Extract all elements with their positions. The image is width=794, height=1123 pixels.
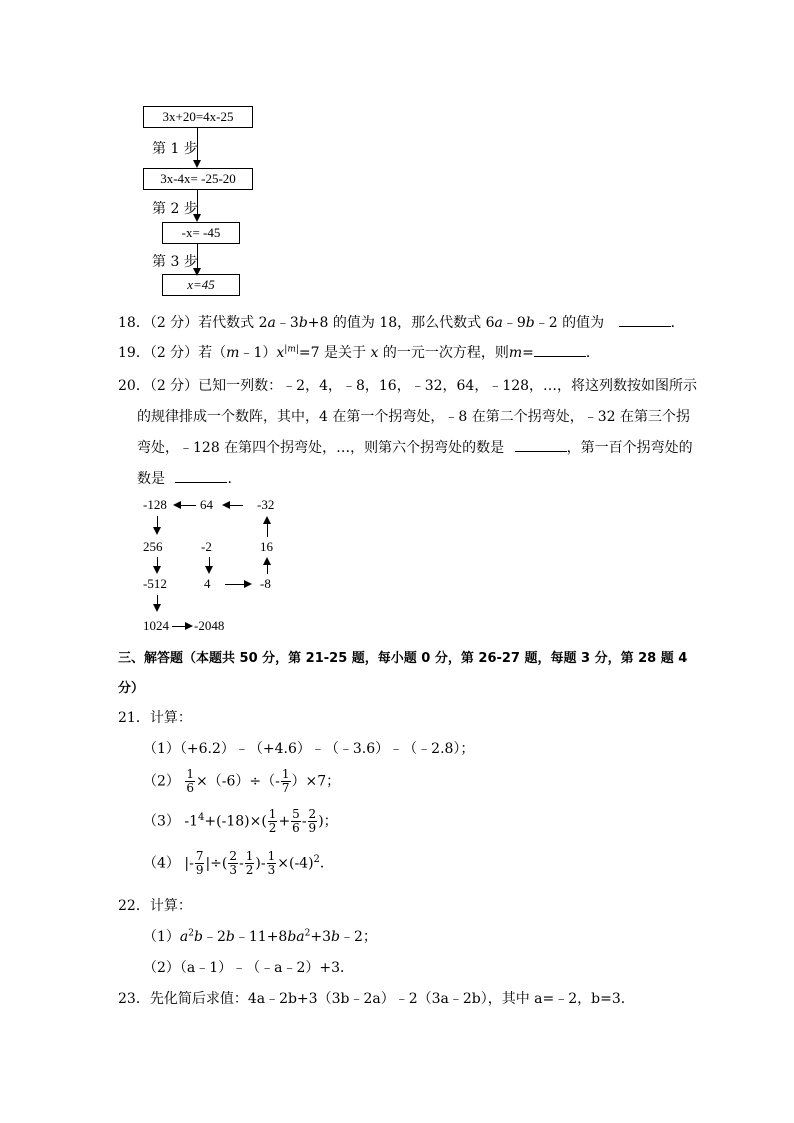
fraction: $\frac{7}{9}$ (195, 849, 204, 877)
q22-part-1: $(1)a^2b﹣2b﹣11+8ba^2+3b﹣2$； (143, 928, 377, 945)
q21-part-3-label: （3） (143, 813, 180, 830)
answer-blank[interactable] (515, 439, 567, 452)
arrow-down (153, 527, 161, 535)
question-18: 18．（2 分）若代数式 2a﹣3b+8 的值为 18，那么代数式 6a﹣9b﹣2 的值为 ． (118, 315, 685, 331)
q21-part-2: （2） $\frac{1}{6}$ ×（-6）÷（- $\frac{1}{7}$ ）×7； (143, 767, 341, 795)
q20-line-4 (137, 468, 241, 488)
fraction: $\frac{1}{3}$ (267, 849, 276, 877)
q22-title: 22．计算： (118, 898, 192, 914)
question-19: 19．（2 分）若$(m﹣1)x^{|m|}=7$ 是关于 x 的一元一次方程，则m= ． (118, 344, 600, 361)
q20-line-3a: 弯处，﹣128 在第四个拐弯处，…，则第六个拐弯处的数是 (137, 440, 505, 456)
matrix-value: 64 (200, 497, 213, 512)
matrix-value: -512 (143, 576, 167, 591)
answer-blank[interactable] (619, 314, 671, 327)
q21-title: 21．计算： (118, 710, 192, 726)
arrow-line (172, 626, 186, 627)
q18-text-a: 18．（2 分）若代数式 2 (118, 315, 268, 331)
q21-part-4: （4） |- $\frac{7}{9}$ |÷( $\frac{2}{3}$ - $\frac{1}{2}$ )- $\frac{1}{3}$ $\times(-4)^2$． (143, 849, 334, 877)
q20-end: ． (227, 471, 242, 487)
flow-step-1: 第 1 步 (152, 141, 198, 157)
q21-part-3: （3） $-1^4+(-18)\times$( $\frac{1}{2}$ + $\frac{5}{6}$ - $\frac{2}{9}$ )； (143, 807, 338, 835)
matrix-value: -128 (143, 497, 167, 512)
q20-line-3b: ，第一百个拐弯处的 (566, 440, 693, 456)
flow-arrowhead-1 (193, 160, 201, 168)
q22-part-2: （2）（a﹣1）﹣（﹣a﹣2）+3． (143, 960, 355, 976)
matrix-value: 4 (204, 576, 211, 591)
q18-end: ． (670, 315, 685, 331)
q22-part-1-label: （1） (143, 929, 180, 945)
matrix-value: -32 (257, 497, 275, 512)
answer-blank[interactable] (534, 344, 586, 357)
arrow-right (185, 622, 193, 630)
matrix-value: 256 (143, 539, 163, 554)
q18-text-b: 的值为 18，那么代数式 6 (332, 315, 495, 331)
matrix-value: 1024 (143, 618, 169, 633)
answer-blank[interactable] (175, 470, 227, 483)
q20-line-4-text: 数是 (137, 471, 165, 487)
q20-line-2: 的规律排成一个数阵，其中，4 在第一个拐弯处，﹣8 在第二个拐弯处，﹣32 在第三个拐 (137, 409, 690, 425)
matrix-value: -8 (260, 576, 271, 591)
section-3-heading-cont: 分） (118, 681, 145, 696)
arrow-down (153, 604, 161, 612)
matrix-value: -2048 (194, 618, 225, 633)
arrow-right (244, 580, 252, 588)
fraction: $\frac{1}{2}$ (245, 849, 254, 877)
q19-text-a: 19．（2 分）若（ (118, 345, 227, 361)
q19-text-c: 的一元一次方程，则 (382, 345, 509, 361)
fraction: $\frac{1}{2}$ (268, 807, 277, 835)
q19-text-b: =7 是关于 (298, 345, 367, 361)
flow-step-3: 第 3 步 (152, 254, 198, 270)
fraction: $\frac{5}{6}$ (292, 807, 300, 835)
matrix-value: -2 (201, 539, 212, 554)
q18-text-c: 的值为 (562, 315, 605, 331)
arrow-down (153, 566, 161, 574)
fraction: $\frac{2}{3}$ (229, 849, 238, 877)
q20-line-1: 20．（2 分）已知一列数：﹣2，4，﹣8，16，﹣32，64，﹣128，…，将这列数按如图所示 (118, 378, 698, 394)
flow-box-1: 3x+20=4x-25 (143, 106, 253, 128)
question-23: 23．先化简后求值：4a﹣2b+3（3b﹣2a）﹣2（3a﹣2b），其中 a=﹣2，b=3． (118, 991, 635, 1007)
arrow-line (180, 505, 196, 506)
fraction: $\frac{2}{9}$ (308, 807, 317, 835)
section-3-heading: 三、解答题（本题共 50 分，第 21-25 题，每小题 0 分，第 26-27 题，每题 3 分，第 28 题 4 (118, 651, 688, 666)
fraction: $\frac{1}{6}$ (186, 767, 195, 795)
q19-end: ． (585, 345, 600, 361)
arrow-line (267, 564, 268, 574)
matrix-value: 16 (260, 539, 273, 554)
q21-part-4-label: （4） (143, 855, 180, 872)
arrow-line (225, 584, 245, 585)
q20-line-3 (137, 437, 693, 457)
arrow-line (229, 505, 243, 506)
arrow-down (205, 566, 213, 574)
flow-box-2: 3x-4x= -25-20 (143, 168, 253, 190)
flow-box-3: -x= -45 (162, 222, 240, 244)
flow-step-2: 第 2 步 (152, 201, 198, 217)
q21-part-1: （1）（+6.2）﹣（+4.6）﹣（﹣3.6）﹣（﹣2.8）； (143, 741, 475, 757)
q21-part-2-label: （2） (143, 773, 180, 790)
arrow-line (267, 523, 268, 537)
flow-box-4: x=45 (162, 274, 240, 296)
fraction: $\frac{1}{7}$ (281, 767, 290, 795)
